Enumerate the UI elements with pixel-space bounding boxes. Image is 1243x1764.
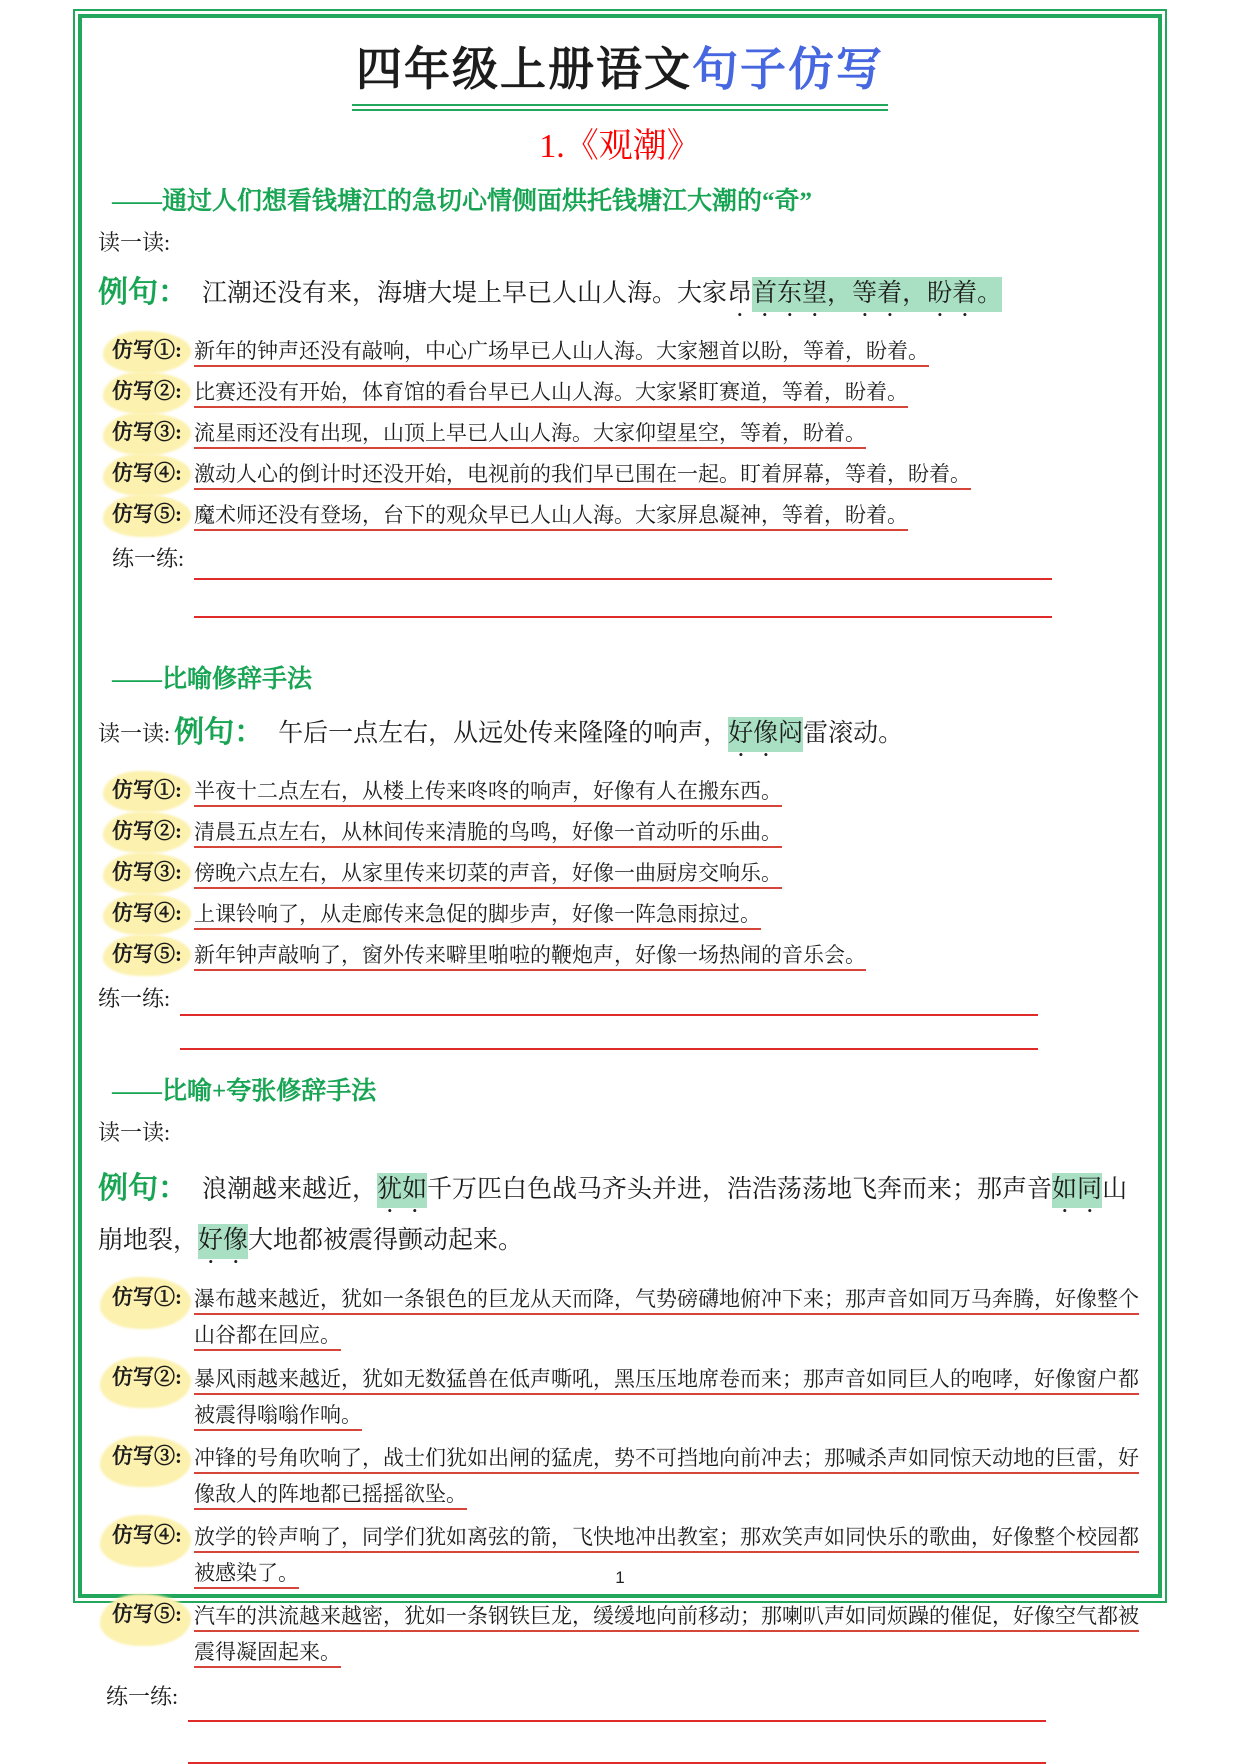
example-sentence [278, 717, 903, 752]
highlighted-text: 等着 [852, 277, 902, 312]
imitation-text: 魔术师还没有登场，台下的观众早已人山人海。大家屏息凝神，等着，盼着。 [194, 503, 908, 528]
imitation-label: 仿写①: [112, 334, 182, 368]
example-label: 例句： [98, 276, 188, 310]
imitation-label: 仿写⑤: [112, 498, 182, 532]
imitation-label: 仿写①: [112, 774, 182, 808]
imitation-list [98, 1281, 1142, 1670]
read-label: 读一读: [98, 1120, 171, 1146]
imitation-text: 比赛还没有开始，体育馆的看台早已人山人海。大家紧盯赛道，等着，盼着。 [194, 380, 908, 405]
green-frame [78, 14, 1162, 1710]
imitation-text: 激动人心的倒计时还没开始，电视前的我们早已围在一起。盯着屏幕，等着，盼着。 [194, 462, 971, 487]
plain-text: 昂 [727, 280, 753, 308]
page-title-blue: 句子仿写 [692, 44, 884, 95]
plain-text: 江潮还没有来，海塘大堤上早已人山人海。大家 [202, 280, 728, 308]
example-row [98, 1157, 1142, 1269]
highlighted-text: ， [902, 277, 927, 312]
imitation-label: 仿写③: [112, 856, 182, 890]
practice-block [98, 542, 1142, 618]
read-label: 读一读: [98, 230, 171, 256]
imitation-text: 瀑布越来越近，犹如一条银色的巨龙从天而降，气势磅礴地俯冲下来；那声音如同万马奔腾，好像整个山谷都在回应。 [194, 1287, 1139, 1348]
imitation-label: 仿写①: [112, 1281, 182, 1315]
blank-line[interactable] [188, 1680, 1046, 1722]
section-simile [98, 664, 1142, 1050]
page-number: 1 [615, 1568, 625, 1587]
example-label: 例句： [174, 715, 265, 749]
section-heading: ——比喻修辞手法 [112, 666, 313, 694]
highlighted-text: 好像 [728, 717, 778, 752]
plain-text: 山崩地裂， [98, 1176, 1128, 1255]
highlighted-text: 如同 [1052, 1173, 1102, 1208]
practice-block [98, 1680, 1142, 1764]
section-heading: ——比喻+夸张修辞手法 [112, 1077, 377, 1105]
imitation-text: 冲锋的号角吹响了，战士们犹如出闸的猛虎，势不可挡地向前冲去；那喊杀声如同惊天动地的巨雷，好像敌人的阵地都已摇摇欲坠。 [194, 1445, 1139, 1506]
imitation-text: 汽车的洪流越来越密，犹如一条钢铁巨龙，缓缓地向前移动；那喇叭声如同烦躁的催促，好像空气都被震得凝固起来。 [194, 1604, 1139, 1665]
practice-label: 练一练: [106, 1684, 179, 1710]
title-block [98, 44, 1142, 111]
practice-block [98, 982, 1142, 1050]
blank-line[interactable] [188, 1722, 1046, 1764]
imitation-label: 仿写④: [112, 1519, 182, 1553]
imitation-row [112, 856, 1142, 890]
imitation-row [112, 1281, 1142, 1353]
imitation-row [112, 416, 1142, 450]
example-label: 例句： [98, 1172, 188, 1206]
imitation-label: 仿写⑤: [112, 1598, 182, 1632]
imitation-list [98, 774, 1142, 972]
blank-line[interactable] [194, 580, 1052, 618]
imitation-text: 流星雨还没有出现，山顶上早已人山人海。大家仰望星空，等着，盼着。 [194, 421, 866, 446]
practice-label: 练一练: [98, 985, 171, 1011]
page-title-black: 四年级上册语文 [356, 44, 692, 95]
example-sentence [98, 1173, 1127, 1259]
blank-line[interactable] [180, 982, 1038, 1016]
imitation-label: 仿写④: [112, 457, 182, 491]
highlighted-text: 好像 [198, 1224, 248, 1259]
plain-text: 浪潮越来越近， [202, 1176, 378, 1204]
imitation-row [112, 1598, 1142, 1670]
section-guanchao-anticipation [98, 186, 1142, 619]
imitation-label: 仿写③: [112, 1440, 182, 1474]
example-sentence [202, 277, 1002, 312]
imitation-text: 半夜十二点左右，从楼上传来咚咚的响声，好像有人在搬东西。 [194, 778, 782, 803]
practice-blanks [180, 982, 1038, 1050]
imitation-text: 暴风雨越来越近，犹如无数猛兽在低声嘶吼，黑压压地席卷而来；那声音如同巨人的咆哮，好像窗户都被震得嗡嗡作响。 [194, 1366, 1139, 1427]
imitation-row [112, 375, 1142, 409]
imitation-label: 仿写⑤: [112, 938, 182, 972]
imitation-text: 清晨五点左右，从林间传来清脆的鸟鸣，好像一首动听的乐曲。 [194, 819, 782, 844]
imitation-row [112, 815, 1142, 849]
lesson-title: 1.《观潮》 [539, 127, 701, 165]
section-heading: ——通过人们想看钱塘江的急切心情侧面烘托钱塘江大潮的“奇” [112, 187, 813, 215]
imitation-row [112, 1361, 1142, 1433]
example-row [98, 267, 1142, 322]
plain-text: 雷滚动。 [803, 719, 904, 747]
imitation-row [112, 334, 1142, 368]
blank-line[interactable] [180, 1016, 1038, 1050]
imitation-text: 新年钟声敲响了，窗外传来噼里啪啦的鞭炮声，好像一场热闹的音乐会。 [194, 942, 866, 967]
imitation-label: 仿写②: [112, 1361, 182, 1395]
plain-text: 千万匹白色战马齐头并进，浩浩荡荡地飞奔而来；那声音 [427, 1176, 1053, 1204]
imitation-label: 仿写④: [112, 897, 182, 931]
practice-label: 练一练: [112, 546, 185, 572]
imitation-text: 放学的铃声响了，同学们犹如离弦的箭，飞快地冲出教室；那欢笑声如同快乐的歌曲，好像整个校园都被感染了。 [194, 1525, 1139, 1586]
plain-text: 午后一点左右，从远处传来隆隆的响声， [278, 719, 729, 747]
highlighted-text: 闷 [778, 717, 803, 752]
imitation-list [98, 334, 1142, 532]
imitation-row [112, 457, 1142, 491]
highlighted-text: 首东望 [752, 277, 827, 312]
practice-blanks [188, 1680, 1046, 1764]
section-simile-hyperbole [98, 1076, 1142, 1764]
read-label: 读一读: [98, 720, 171, 746]
highlighted-text: 。 [977, 277, 1002, 312]
imitation-label: 仿写②: [112, 815, 182, 849]
imitation-text: 上课铃响了，从走廊传来急促的脚步声，好像一阵急雨掠过。 [194, 901, 761, 926]
imitation-row [112, 774, 1142, 808]
page-title [352, 44, 888, 111]
blank-line[interactable] [194, 542, 1052, 580]
practice-blanks [194, 542, 1052, 618]
imitation-label: 仿写②: [112, 375, 182, 409]
imitation-text: 傍晚六点左右，从家里传来切菜的声音，好像一曲厨房交响乐。 [194, 860, 782, 885]
imitation-label: 仿写③: [112, 416, 182, 450]
imitation-text: 新年的钟声还没有敲响，中心广场早已人山人海。大家翘首以盼，等着，盼着。 [194, 339, 929, 364]
imitation-row [112, 897, 1142, 931]
imitation-row [112, 1440, 1142, 1512]
highlighted-text: ， [827, 277, 852, 312]
highlighted-text: 犹如 [377, 1173, 427, 1208]
example-row [98, 707, 1142, 762]
imitation-row [112, 498, 1142, 532]
plain-text: 大地都被震得颤动起来。 [248, 1227, 524, 1255]
highlighted-text: 盼着 [927, 277, 977, 312]
imitation-row [112, 938, 1142, 972]
